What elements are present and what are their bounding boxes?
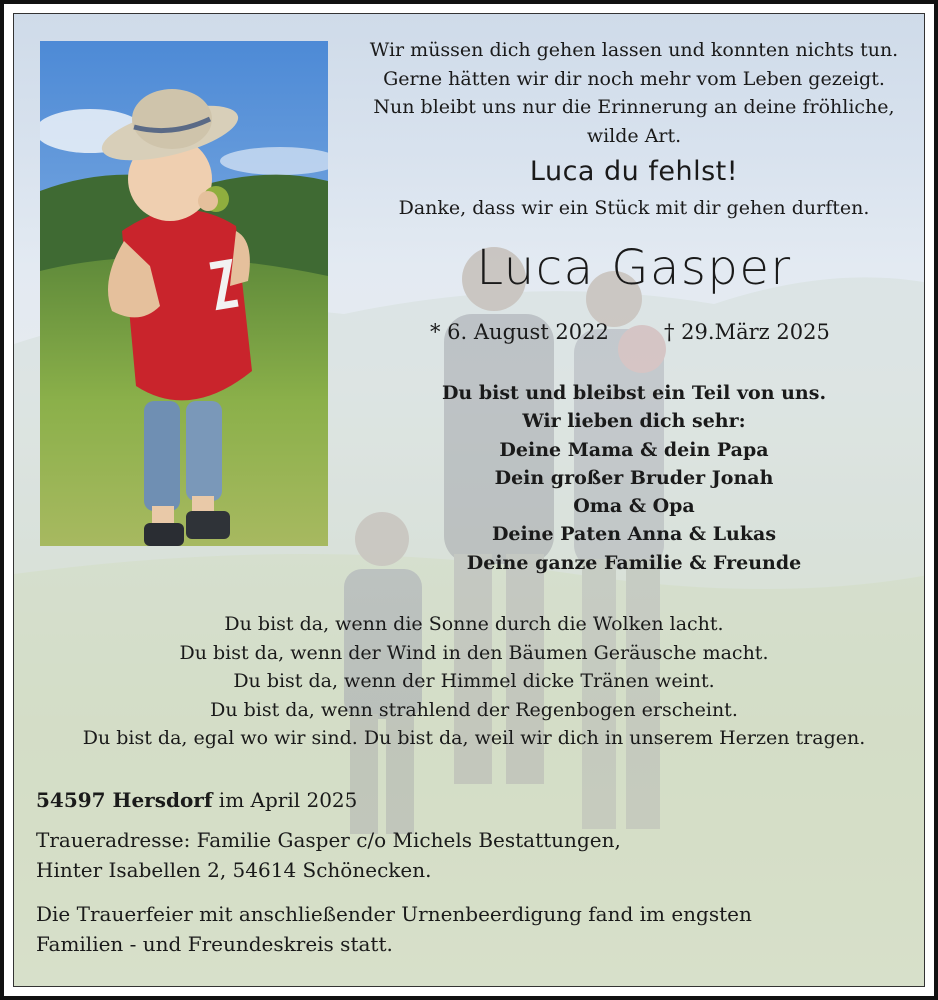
family-line: Deine Mama & dein Papa: [499, 438, 769, 461]
place-date: im April 2025: [212, 788, 358, 812]
thanks-line: Danke, dass wir ein Stück mit dir gehen durften.: [398, 197, 870, 219]
notice-frame: [13, 13, 925, 987]
ceremony-note: [36, 900, 752, 959]
verse-line: Wir müssen dich gehen lassen und konnten nichts tun.: [369, 39, 899, 61]
death-date: † 29.März 2025: [664, 320, 830, 344]
verse-line: wilde Art.: [586, 124, 682, 147]
poem-line: Du bist da, wenn der Wind in den Bäumen Geräusche macht.: [179, 641, 769, 664]
birth-date: * 6. August 2022: [430, 320, 609, 344]
opening-verse: [344, 36, 924, 150]
poem: [34, 610, 914, 753]
family-line: Wir lieben dich sehr:: [522, 410, 746, 433]
family-line: Deine Paten Anna & Lukas: [491, 523, 777, 546]
verse-line: Gerne hätten wir dir noch mehr vom Leben gezeigt.: [383, 67, 885, 90]
ceremony-line: Familien - und Freundeskreis statt.: [36, 931, 393, 956]
deceased-name: Luca Gasper: [476, 240, 792, 296]
address-line: Traueradresse: Familie Gasper c/o Michels Bestattungen,: [36, 828, 621, 852]
family-line: Oma & Opa: [573, 495, 695, 518]
child-photo: [40, 41, 328, 546]
poem-line: Du bist da, egal wo wir sind. Du bist da, weil wir dich in unserem Herzen tragen.: [82, 727, 866, 750]
place-name: 54597 Hersdorf: [36, 788, 213, 812]
family-line: Deine ganze Familie & Freunde: [466, 551, 802, 574]
family-line: Du bist und bleibst ein Teil von uns.: [441, 382, 827, 404]
address-line: Hinter Isabellen 2, 54614 Schönecken.: [36, 857, 432, 882]
life-dates: [344, 318, 924, 346]
poem-line: Du bist da, wenn die Sonne durch die Wolken lacht.: [224, 613, 724, 635]
verse-line: Nun bleibt uns nur die Erinnerung an deine fröhliche,: [373, 96, 895, 118]
mourning-address: [36, 826, 621, 885]
family-signature: [344, 379, 924, 577]
poem-line: Du bist da, wenn der Himmel dicke Tränen weint.: [233, 670, 715, 693]
child-photo-image: [40, 41, 328, 546]
ceremony-line: Die Trauerfeier mit anschließender Urnenbeerdigung fand im engsten: [36, 902, 752, 926]
poem-line: Du bist da, wenn strahlend der Regenbogen erscheint.: [210, 698, 738, 721]
family-line: Dein großer Bruder Jonah: [494, 466, 774, 489]
miss-you-heading: Luca du fehlst!: [529, 156, 739, 187]
place-and-date: [36, 786, 357, 815]
